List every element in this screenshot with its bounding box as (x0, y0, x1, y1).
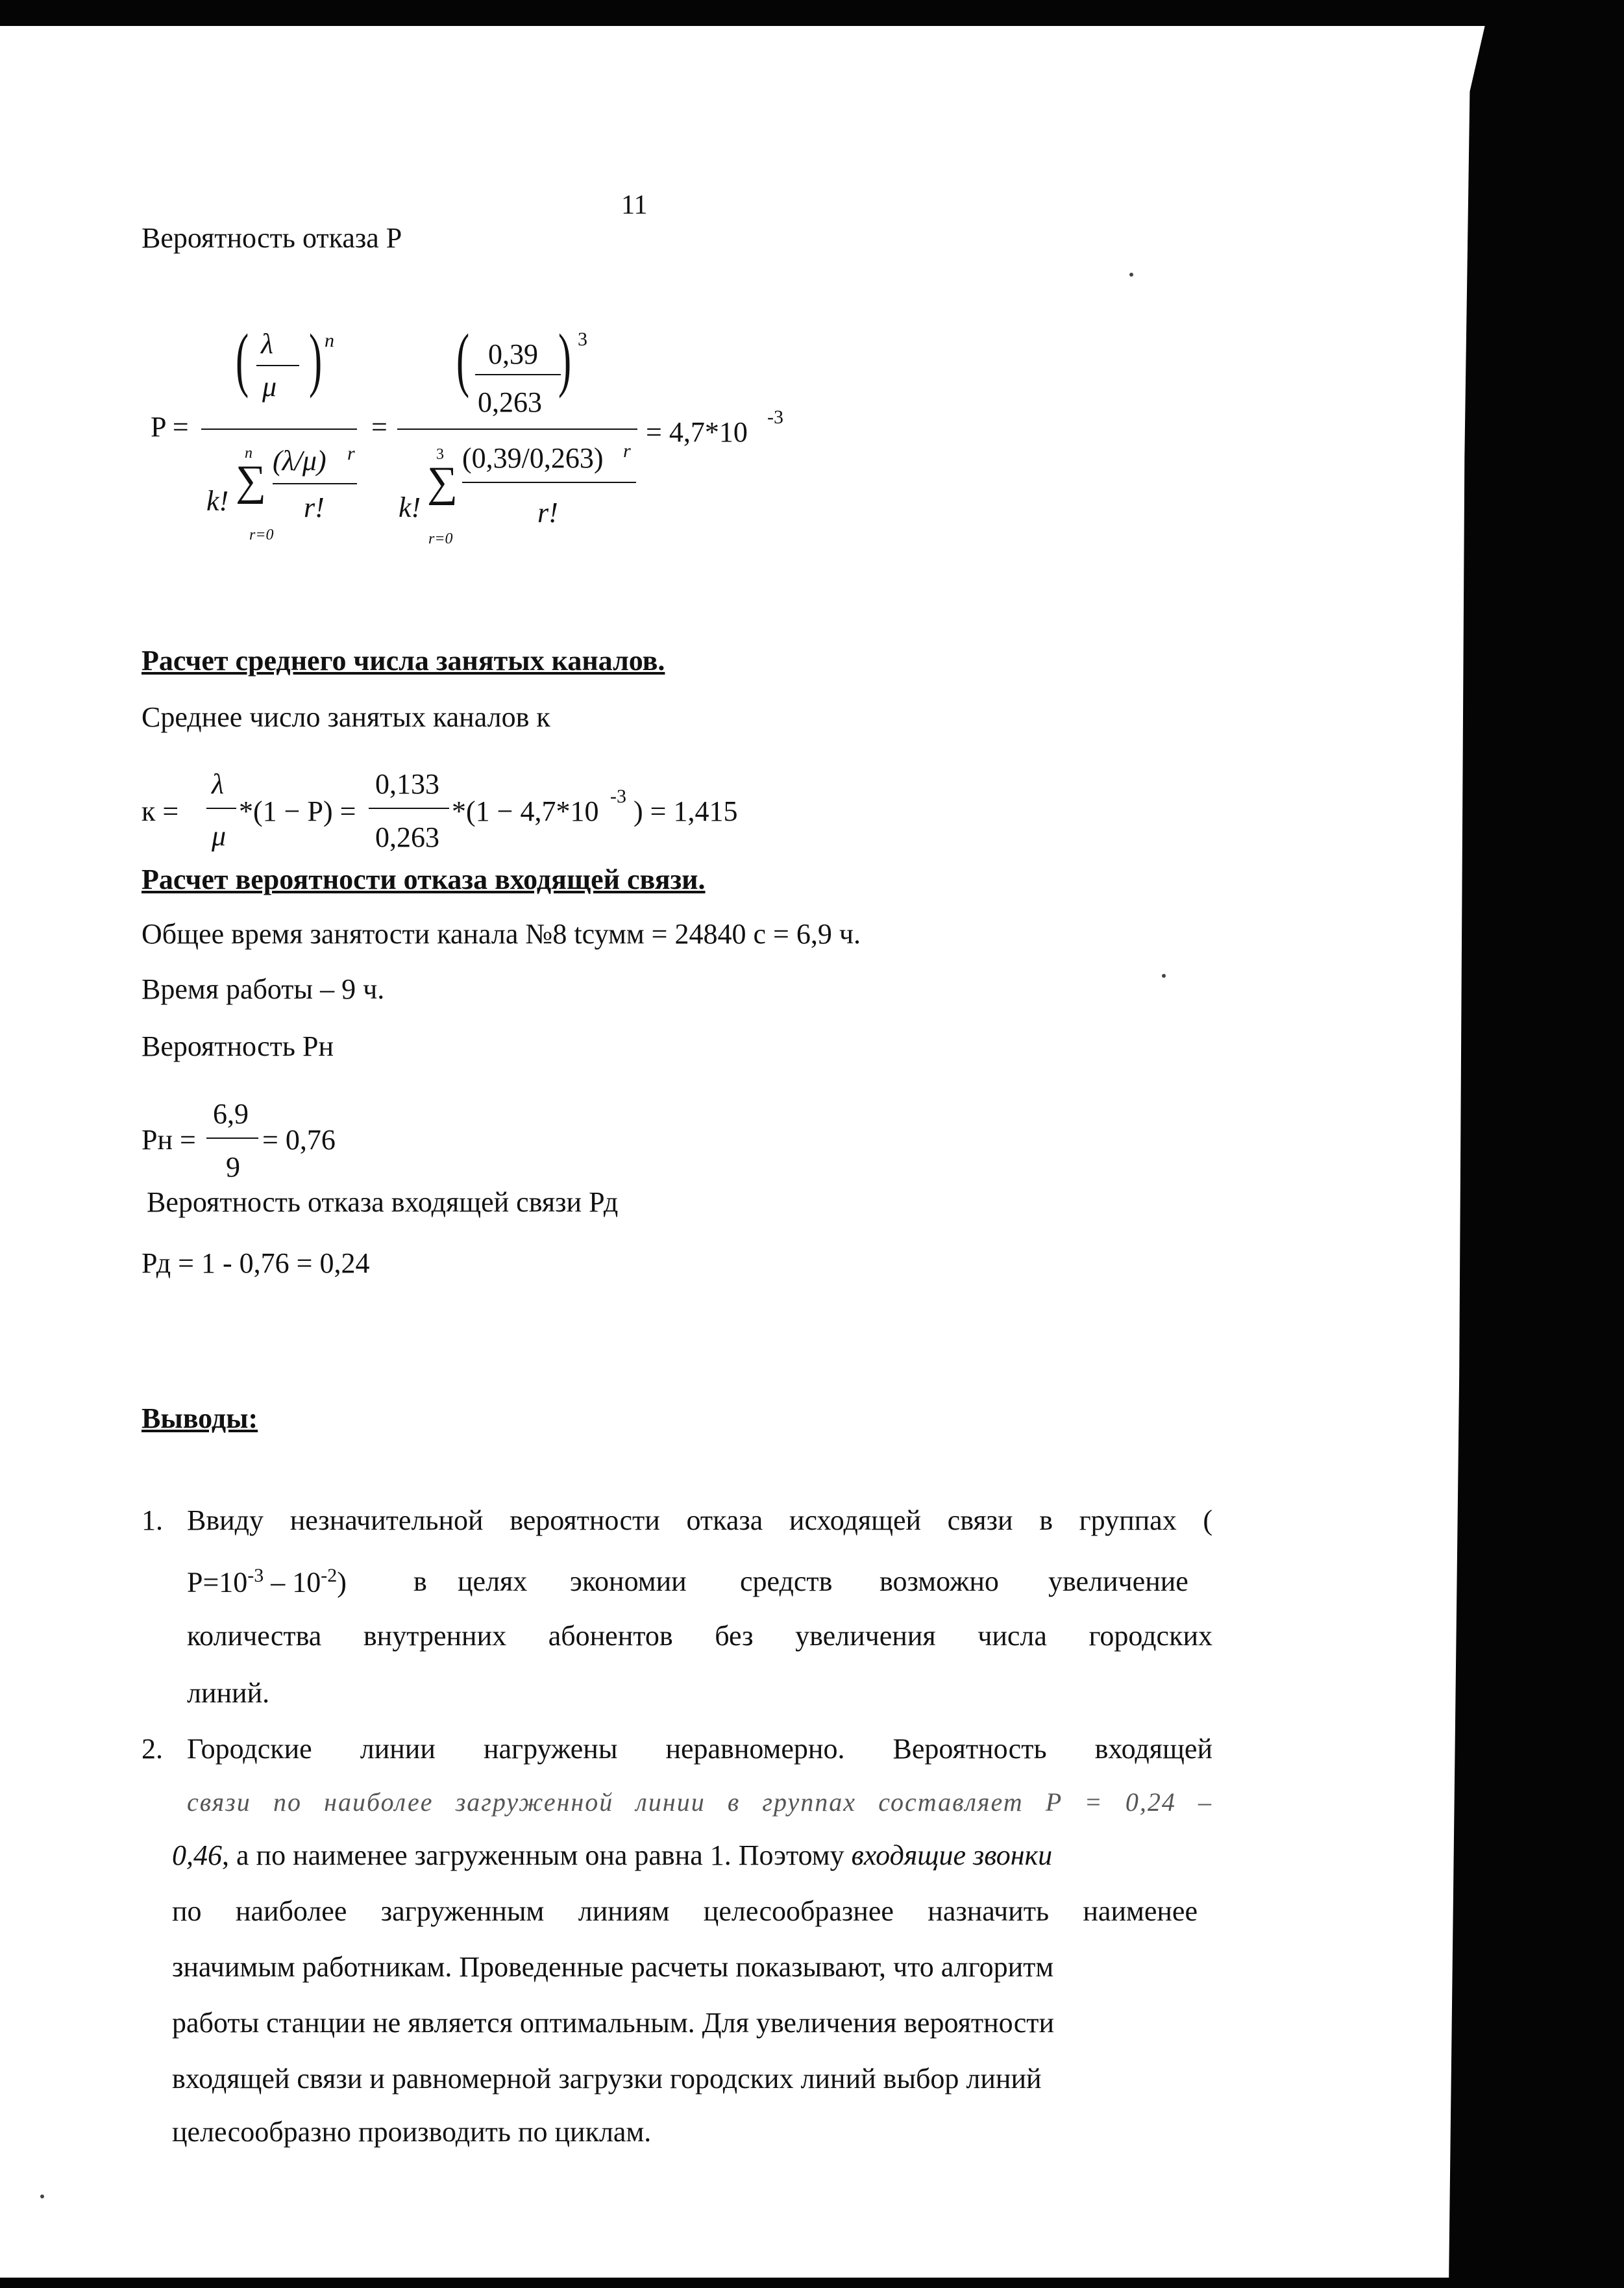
section-heading-k: Расчет среднего числа занятых каналов. (141, 645, 665, 677)
section-title-p: Вероятность отказа Р (141, 222, 402, 254)
section-heading-pd: Расчет вероятности отказа входящей связи. (141, 864, 706, 895)
scan-speck (40, 2195, 44, 2198)
scan-border-bottom (0, 2278, 1624, 2288)
text-incoming-refusal: Вероятность отказа входящей связи Рд (147, 1186, 619, 1218)
text-work-time: Время работы – 9 ч. (141, 973, 385, 1005)
text-busy-time: Общее время занятости канала №8 tсумм = 24840 с = 6,9 ч. (141, 918, 861, 950)
scan-border-top (0, 0, 1624, 26)
conclusions-heading: Выводы: (141, 1402, 258, 1434)
scan-speck (1162, 974, 1166, 978)
page-number: 11 (621, 190, 648, 220)
scan-border-right (1449, 0, 1624, 2288)
formula-pd: Рд = 1 - 0,76 = 0,24 (141, 1247, 370, 1279)
text-mean-channels: Среднее число занятых каналов к (141, 701, 550, 733)
text-probability-ph: Вероятность Рн (141, 1030, 334, 1062)
scan-speck (1129, 273, 1133, 277)
